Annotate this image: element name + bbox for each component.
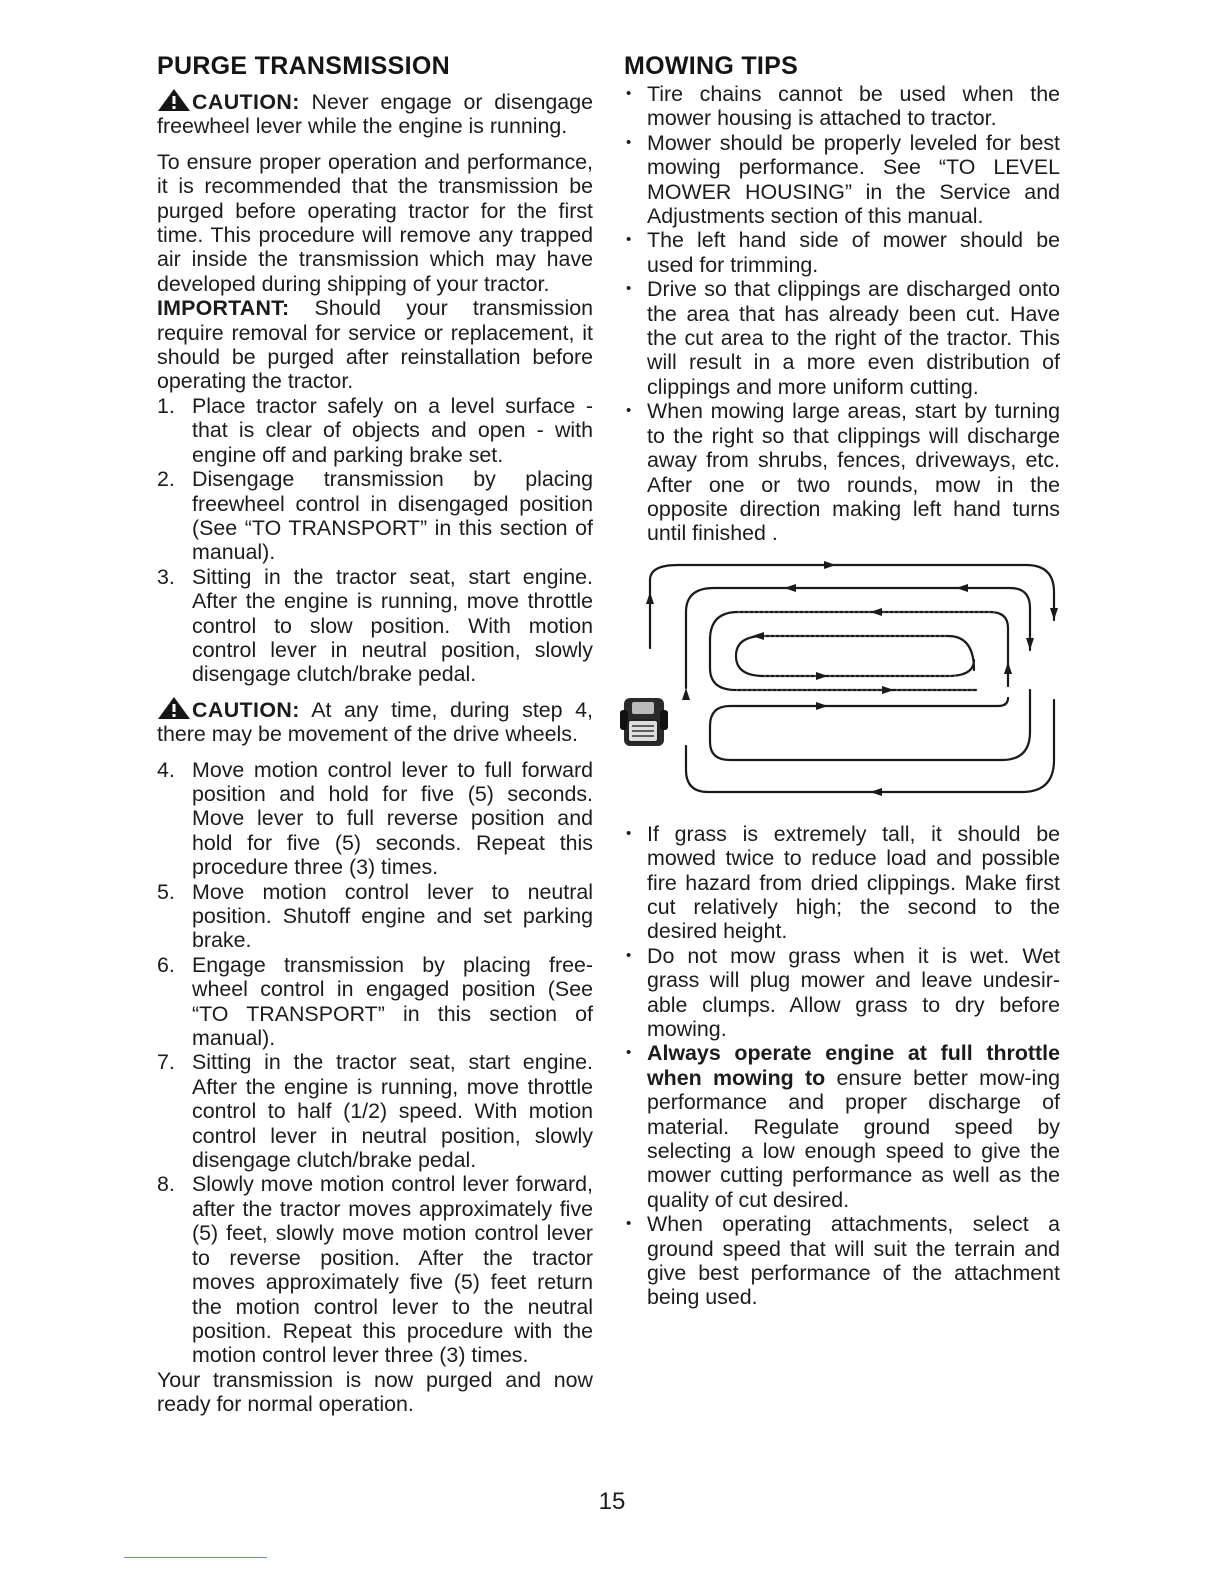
step-text: Place tractor safely on a level surface - that is clear of objects and open - with engine off and parking brake set.	[192, 393, 593, 467]
footer-rule	[124, 1557, 267, 1558]
list-item	[157, 394, 593, 467]
important-note	[157, 296, 593, 394]
loop-2-return	[710, 690, 1030, 760]
step-number: 6.	[157, 952, 175, 977]
arrow-down-icon	[1026, 638, 1034, 650]
arrow-left-icon	[752, 632, 764, 640]
list-item	[157, 1172, 593, 1367]
steps-list-a	[157, 394, 593, 687]
list-item	[157, 758, 593, 880]
step-text: Move motion control lever to neutral position. Shutoff engine and set parking brake.	[192, 879, 593, 953]
list-item	[157, 467, 593, 565]
caution-label: CAUTION:	[192, 697, 300, 722]
page-number: 15	[598, 1488, 626, 1515]
list-item	[157, 880, 593, 953]
left-column	[157, 50, 593, 1417]
arrow-up-icon	[646, 592, 654, 604]
important-label: IMPORTANT:	[157, 296, 290, 321]
list-item: • Tire chains cannot be used when the mower housing is attached to tractor.	[624, 82, 1060, 131]
arrow-right-icon	[816, 702, 828, 710]
loop-4-path	[736, 636, 974, 676]
arrow-left-icon	[784, 584, 796, 592]
tip-text: ensure better mow-ing performance and proper discharge of material. Regulate ground speed by selecting a low enough speed to give the mower cutting performance as well as the quality of cut desired.	[647, 1065, 1060, 1212]
step-text: Disengage transmission by placing freewheel control in disengaged position (See “TO TRANSPORT” in this section of manual).	[192, 467, 593, 565]
section-heading-purge: PURGE TRANSMISSION	[157, 52, 450, 80]
caution-notice	[157, 88, 593, 139]
caution-notice	[157, 696, 593, 747]
step-text: Move motion control lever to full forward position and hold for five (5) seconds. Move lever to full reverse position and hold for five (5) seconds. Repeat this procedure three (3) times.	[192, 757, 593, 880]
tractor-icon	[620, 698, 668, 746]
step-number: 5.	[157, 879, 175, 904]
loop-2-path	[686, 588, 1030, 688]
step-number: 4.	[157, 757, 175, 782]
arrow-right-icon	[816, 672, 828, 680]
closing-paragraph: Your transmission is now purged and now ready for normal operation.	[157, 1367, 593, 1417]
arrow-up-icon	[682, 688, 690, 700]
caution-text: At any time, during step 4, there may be movement of the drive wheels.	[157, 697, 593, 747]
step-number: 3.	[157, 564, 175, 589]
arrow-right-icon	[882, 686, 894, 694]
caution-label: CAUTION:	[192, 90, 300, 114]
arrow-left-icon	[956, 584, 968, 592]
step-number: 2.	[157, 467, 175, 492]
step-text: Slowly move motion control lever forward, after the tractor moves approximately five (5) feet, slowly move motion control lever to reverse position. After the tractor moves approximately five (5) feet return the motion control lever to the neutral position. Repeat this procedure with the motion control lever three (3) times.	[192, 1172, 593, 1368]
tip-text: When operating attachments, select a ground speed that will suit the terrain and give best performance of the attachment being used.	[647, 1212, 1060, 1310]
tips-list-a	[624, 82, 1060, 546]
list-item	[624, 944, 1060, 1042]
step-text: Sitting in the tractor seat, start engine. After the engine is running, move throttle control to half (1/2) speed. With motion control lever in neutral position, slowly disengage clutch/brake pedal.	[192, 1050, 593, 1173]
step-number: 8.	[157, 1172, 175, 1197]
section-heading-mowing-tips: MOWING TIPS	[624, 52, 799, 80]
step-number: 7.	[157, 1050, 175, 1075]
list-item	[624, 822, 1060, 944]
list-item	[624, 1212, 1060, 1310]
list-item: • Mower should be properly leveled for best mowing performance. See “TO LEVEL MOWER HOUSING” in the Service and Adjustments section of this manual.	[624, 131, 1060, 229]
tip-text: If grass is extremely tall, it should be mowed twice to reduce load and possible fire hazard from dried clippings. Make first cut relatively high; the second to the desired height.	[647, 821, 1060, 944]
caution-text: Never engage or disengage freewheel lever while the engine is running.	[157, 90, 593, 139]
tip-text: Do not mow grass when it is wet. Wet grass will plug mower and leave undesir-able clumps. Allow grass to dry before mowing.	[647, 943, 1060, 1041]
steps-list-b	[157, 758, 593, 1368]
list-item	[624, 1041, 1060, 1212]
tips-list-b	[624, 822, 1060, 1310]
list-item: • Drive so that clippings are discharged onto the area that has already been cut. Have the cut area to the right of the tractor. This will result in a more even distribution of clippings and more uniform cutting.	[624, 277, 1060, 399]
arrow-left-icon	[870, 608, 882, 616]
tip-bold-text: Always operate engine at full throttle when mowing to	[647, 1041, 1060, 1090]
list-item: • When mowing large areas, start by turning to the right so that clippings will discharge away from shrubs, fences, driveways, etc. After one or two rounds, mow in the opposite direction making left hand turns until finished .	[624, 399, 1060, 545]
warning-triangle-icon	[157, 696, 191, 720]
list-item	[157, 1050, 593, 1172]
list-item	[157, 565, 593, 687]
loop-3-path	[710, 612, 1008, 690]
arrow-up-icon	[1004, 662, 1012, 674]
arrow-down-icon	[1050, 608, 1058, 620]
step-text: Sitting in the tractor seat, start engine. After the engine is running, move throttle control to slow position. With motion control lever in neutral position, slowly disengage clutch/brake pedal.	[192, 564, 593, 687]
warning-triangle-icon	[157, 88, 191, 112]
important-text: Should your transmission require removal for service or replacement, it should be purged after reinstallation before operating the tractor.	[157, 296, 593, 394]
arrow-right-icon	[824, 561, 836, 569]
step-number: 1.	[157, 393, 175, 418]
outer-return-path	[686, 700, 1054, 792]
step-text: Engage transmission by placing free-wheel control in engaged position (See “TO TRANSPORT” in this section of manual).	[192, 952, 593, 1051]
mowing-pattern-diagram	[618, 560, 1064, 808]
list-item	[157, 953, 593, 1051]
arrow-left-icon	[870, 788, 882, 796]
list-item: • The left hand side of mower should be used for trimming.	[624, 228, 1060, 277]
intro-paragraph: To ensure proper operation and performance, it is recommended that the transmission be purged before operating tractor for the first time. This procedure will remove any trapped air inside the transmission which may have developed during shipping of your tractor.	[157, 149, 593, 296]
